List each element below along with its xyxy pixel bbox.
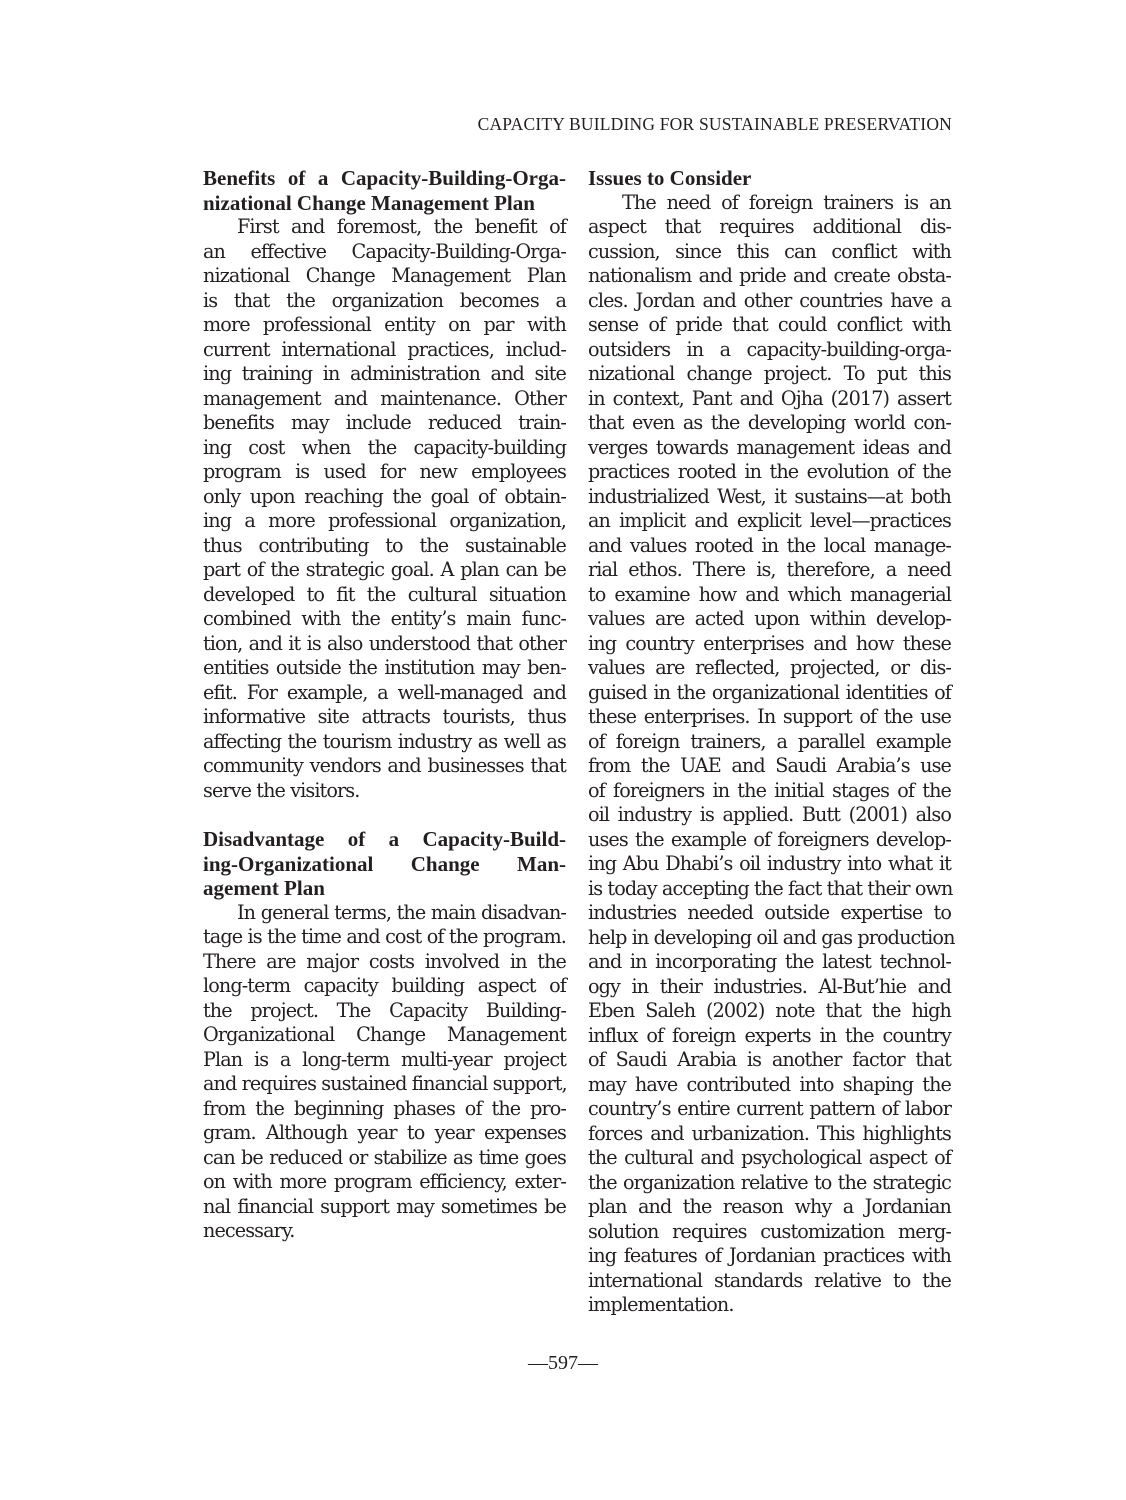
text-line: nationalism and pride and create obsta- <box>588 264 951 287</box>
text-line: There are major costs involved in the <box>203 949 566 973</box>
text-line: ing training in administration and site <box>203 362 566 385</box>
text-line: ing country enterprises and how these <box>588 631 951 655</box>
text-line: the project. The Capacity Building- <box>203 998 566 1022</box>
text-line: aspect that requires additional dis- <box>588 215 951 238</box>
text-line: the cultural and psychological aspect of <box>588 1146 951 1169</box>
text-line: uses the example of foreigners develop- <box>588 827 951 851</box>
text-line: more professional entity on par with <box>203 313 566 336</box>
text-line: The need of foreign trainers is an <box>622 190 951 214</box>
text-line: tage is the time and cost of the program. <box>203 925 566 948</box>
text-line: only upon reaching the goal of obtain- <box>203 484 566 508</box>
text-line: ogy in their industries. Al-But’hie and <box>588 974 951 998</box>
text-line: these enterprises. In support of the use <box>588 705 951 728</box>
text-line: values are acted upon within develop- <box>588 607 951 630</box>
text-line: ing-Organizational Change Man- <box>203 851 566 876</box>
text-line: informative site attracts tourists, thus <box>203 705 566 728</box>
text-line: thus contributing to the sustainable <box>203 533 566 557</box>
text-line: agement Plan <box>203 876 325 900</box>
text-line: implementation. <box>588 1293 734 1316</box>
text-line: solution requires customization merg- <box>588 1219 951 1243</box>
right-column <box>588 166 955 1318</box>
text-line: Disadvantage of a Capacity-Build- <box>203 827 566 851</box>
text-line: influx of foreign experts in the country <box>588 1023 951 1047</box>
section-heading-issues <box>588 166 951 191</box>
text-line: nal financial support may sometimes be <box>203 1194 566 1218</box>
section-issues <box>588 166 955 1318</box>
text-line: tion, and it is also understood that other <box>203 631 566 655</box>
text-line: gram. Although year to year expenses <box>203 1121 566 1144</box>
text-line: on with more program efficiency, exter- <box>203 1170 566 1193</box>
text-line: combined with the entity’s main func- <box>203 607 566 630</box>
text-line: practices rooted in the evolution of the <box>588 460 951 483</box>
text-line: benefits may include reduced train- <box>203 411 566 434</box>
text-line: that even as the developing world con- <box>588 411 951 434</box>
text-line: forces and urbanization. This highlights <box>588 1121 951 1145</box>
text-line: entities outside the institution may ben- <box>203 656 566 679</box>
left-column <box>203 166 566 1244</box>
page-number: —597— <box>528 1352 598 1374</box>
section-benefits <box>203 166 566 803</box>
text-line: in context, Pant and Ojha (2017) assert <box>588 386 951 410</box>
paragraph-benefits <box>203 215 566 803</box>
text-line: ing Abu Dhabi’s oil industry into what it <box>588 852 951 875</box>
running-head: CAPACITY BUILDING FOR SUSTAINABLE PRESERVATION <box>477 114 952 134</box>
text-line: ing cost when the capacity-building <box>203 435 566 459</box>
text-line: verges towards management ideas and <box>588 435 951 459</box>
text-line: Plan is a long-term multi-year project <box>203 1047 566 1071</box>
section-heading-disadvantage <box>203 827 566 901</box>
section-disadvantage <box>203 827 566 1244</box>
text-line: is that the organization becomes a <box>203 288 566 312</box>
text-line: guised in the organizational identities of <box>588 680 951 704</box>
text-line: nizational change project. To put this <box>588 362 951 385</box>
text-line: rial ethos. There is, therefore, a need <box>588 558 951 581</box>
text-line: current international practices, includ- <box>203 337 566 361</box>
section-heading-benefits <box>203 166 566 215</box>
text-line: of foreign trainers, a parallel example <box>588 729 951 753</box>
text-line: industrialized West, it sustains—at both <box>588 484 951 508</box>
text-line: of foreigners in the initial stages of the <box>588 778 951 802</box>
text-line: and values rooted in the local manage- <box>588 533 951 557</box>
text-line: Organizational Change Management <box>203 1023 566 1046</box>
text-line: values are reflected, projected, or dis- <box>588 656 951 679</box>
text-line: of Saudi Arabia is another factor that <box>588 1048 951 1071</box>
text-line: program is used for new employees <box>203 460 566 483</box>
text-line: industries needed outside expertise to <box>588 901 951 924</box>
text-line: outsiders in a capacity-building-orga- <box>588 337 951 361</box>
text-line: nizational Change Management Plan <box>203 190 535 215</box>
text-line: Issues to Consider <box>588 166 752 190</box>
text-line: Benefits of a Capacity-Building-Orga- <box>203 166 566 190</box>
text-line: an implicit and explicit level—practices <box>588 509 951 532</box>
text-line: serve the visitors. <box>203 778 360 802</box>
text-line: the organization relative to the strategic <box>588 1170 951 1194</box>
text-line: In general terms, the main disadvan- <box>237 900 566 924</box>
text-line: country’s entire current pattern of labor <box>588 1097 951 1120</box>
section-spacer <box>203 803 566 827</box>
text-line: may have contributed into shaping the <box>588 1072 951 1096</box>
text-line: community vendors and businesses that <box>203 754 566 777</box>
text-line: necessary. <box>203 1219 295 1242</box>
text-line: cussion, since this can conflict with <box>588 239 951 263</box>
text-line: efit. For example, a well-managed and <box>203 680 566 704</box>
text-line: developed to fit the cultural situation <box>203 582 566 606</box>
text-line: Eben Saleh (2002) note that the high <box>588 999 951 1022</box>
text-line: and in incorporating the latest technol- <box>588 950 951 973</box>
text-line: and requires sustained financial support, <box>203 1072 567 1095</box>
text-line: sense of pride that could conflict with <box>588 313 951 336</box>
text-line: affecting the tourism industry as well as <box>203 729 566 753</box>
text-line: First and foremost, the benefit of <box>237 215 566 238</box>
text-line: management and maintenance. Other <box>203 386 566 410</box>
text-line: long-term capacity building aspect of <box>203 974 566 997</box>
paragraph-disadvantage <box>203 901 566 1244</box>
text-line: ing a more professional organization, <box>203 509 566 532</box>
text-line: ing features of Jordanian practices with <box>588 1244 951 1267</box>
text-line: from the UAE and Saudi Arabia’s use <box>588 754 951 777</box>
text-line: nizational Change Management Plan <box>203 264 566 287</box>
text-line: international standards relative to the <box>588 1268 951 1292</box>
paragraph-issues <box>588 190 955 1318</box>
text-line: oil industry is applied. Butt (2001) also <box>588 803 951 826</box>
text-line: part of the strategic goal. A plan can be <box>203 558 566 581</box>
text-line: from the beginning phases of the pro- <box>203 1096 566 1120</box>
text-line: plan and the reason why a Jordanian <box>588 1195 951 1218</box>
text-line: cles. Jordan and other countries have a <box>588 288 951 312</box>
text-line: an effective Capacity-Building-Orga- <box>203 239 566 263</box>
text-line: to examine how and which managerial <box>588 582 951 606</box>
text-line: is today accepting the fact that their own <box>588 876 953 900</box>
text-line: help in developing oil and gas production <box>588 925 955 949</box>
text-line: can be reduced or stabilize as time goes <box>203 1145 566 1169</box>
